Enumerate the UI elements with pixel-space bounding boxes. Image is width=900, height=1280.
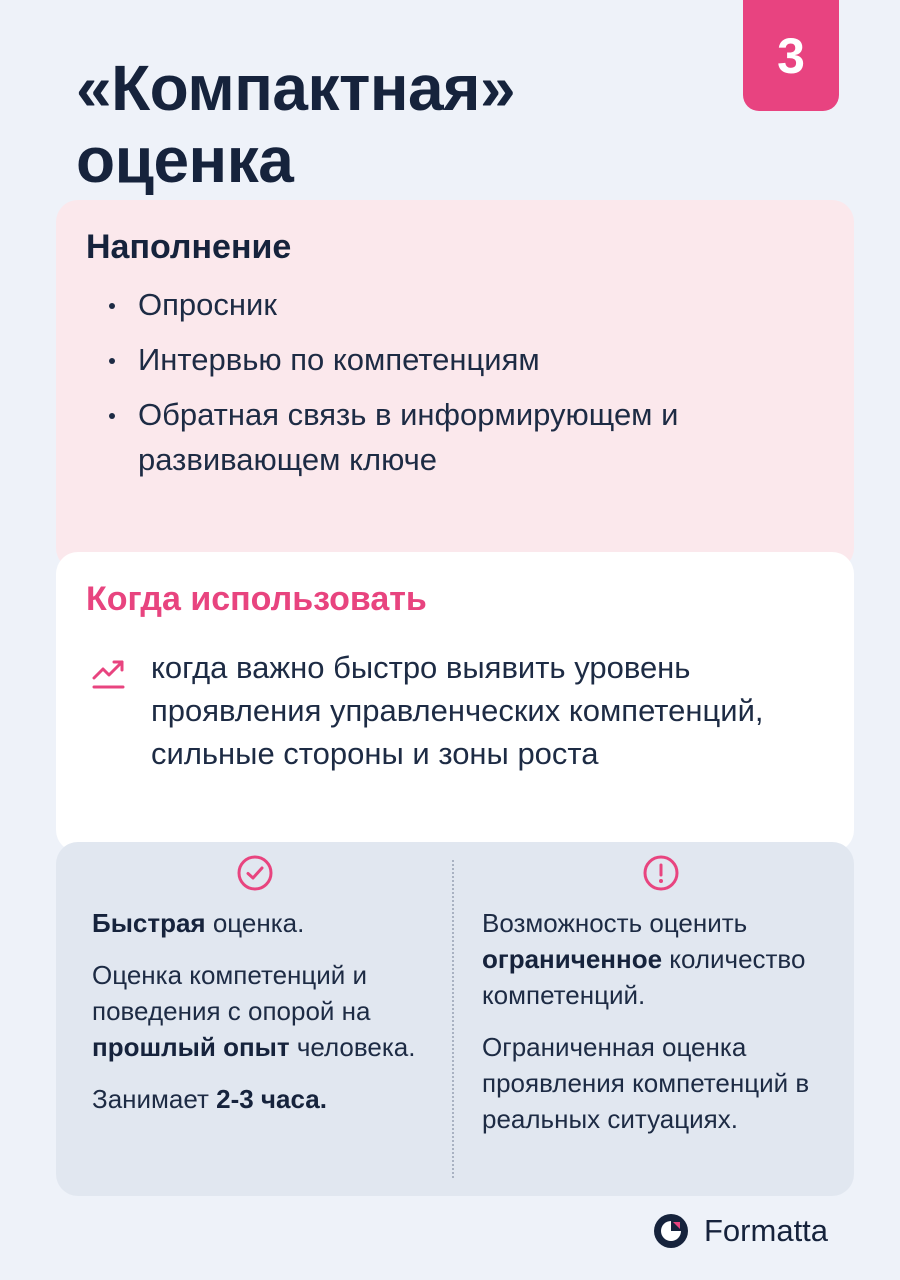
cons-paragraph: Ограниченная оценка проявления компетенций в реальных ситуациях. (482, 1032, 810, 1134)
page-title-line2: оценка (76, 124, 294, 196)
pros-bold-text: прошлый опыт (92, 1032, 290, 1062)
trending-up-icon (92, 656, 126, 690)
pros-text-span: оценка. (205, 908, 305, 938)
pros-cons-section (56, 842, 854, 1196)
list-item: Обратная связь в информирующем и развивающем ключе (106, 392, 746, 482)
column-divider (452, 860, 454, 1178)
cons-paragraph (482, 905, 842, 1013)
brand-logo (652, 1210, 828, 1252)
page-title-line1: «Компактная» (76, 52, 516, 124)
check-circle-icon (236, 854, 274, 892)
formatta-logo-icon (652, 1212, 690, 1250)
page-title (76, 52, 515, 196)
pros-text-span: Оценка компетенций и поведения с опорой на (92, 960, 371, 1026)
usage-section (56, 552, 854, 852)
fill-heading: Наполнение (86, 228, 292, 266)
page-number-badge: 3 (743, 0, 839, 111)
pros-paragraph (92, 905, 432, 941)
pros-bold-text: 2-3 часа. (216, 1084, 327, 1114)
cons-text-span: Возможность оценить (482, 908, 748, 938)
pros-bold-text: Быстрая (92, 908, 206, 938)
pros-text-span: человека. (289, 1032, 416, 1062)
fill-list (106, 282, 746, 492)
cons-text-span: количество компетенций. (482, 944, 806, 1010)
list-item: Интервью по компетенциям (106, 337, 746, 382)
usage-heading: Когда использовать (86, 580, 427, 618)
cons-text (482, 905, 842, 1153)
pros-text (92, 905, 432, 1133)
brand-name: Formatta (704, 1213, 829, 1248)
pros-text-span: Занимает (92, 1084, 217, 1114)
pros-paragraph (92, 1081, 432, 1117)
cons-bold-text: ограниченное (482, 944, 663, 974)
alert-circle-icon (642, 854, 680, 892)
usage-text: когда важно быстро выявить уровень проявления управленческих компетенций, сильные стороны и зоны роста (151, 650, 764, 771)
pros-paragraph (92, 957, 432, 1065)
fill-section (56, 200, 854, 570)
list-item: Опросник (106, 282, 746, 327)
